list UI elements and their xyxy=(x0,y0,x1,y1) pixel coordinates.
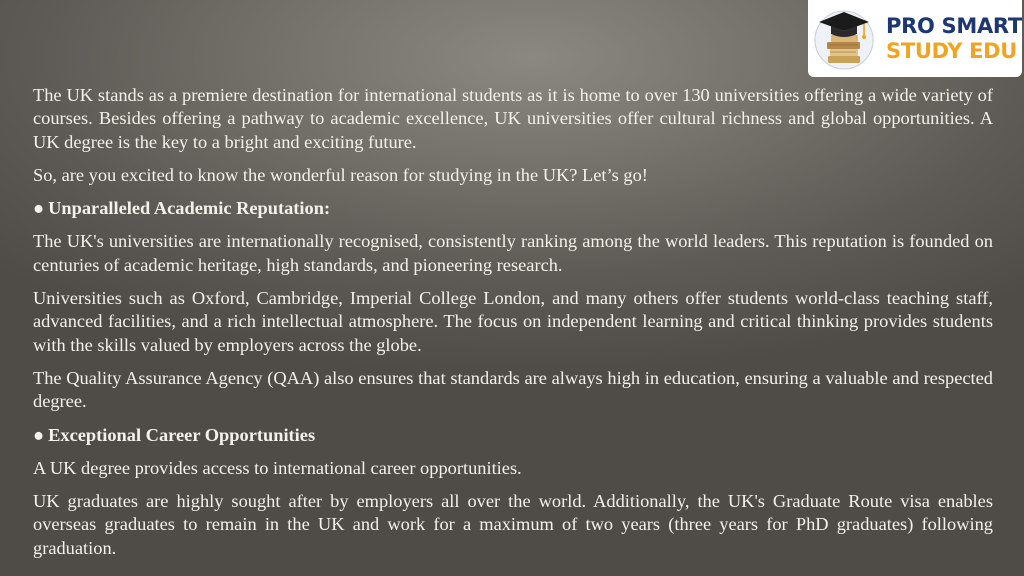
article-body xyxy=(33,84,993,570)
qaa-paragraph: The Quality Assurance Agency (QAA) also ensures that standards are always high in education, ensuring a valuable and respected degree. xyxy=(33,367,993,412)
intro-paragraph: The UK stands as a premiere destination for international students as it is home to over 130 universities offering a wide variety of courses. Besides offering a pathway to academic excellence, UK universities offer cultural richness and global opportunities. A UK degree is the key to a bright and exciting future. xyxy=(33,85,993,152)
graduate-route-paragraph: UK graduates are highly sought after by employers all over the world. Additionally, the UK's Graduate Route visa enables overseas graduates to remain in the UK and work for a maximum of two years (three years for PhD graduates) following graduation. xyxy=(33,491,993,558)
heading-text: Exceptional Career Opportunities xyxy=(48,424,316,445)
brand-name xyxy=(886,14,1022,64)
reputation-paragraph: The UK's universities are internationally recognised, consistently ranking among the world leaders. This reputation is founded on centuries of academic heritage, high standards, and pioneering research. xyxy=(33,231,993,275)
career-access-paragraph: A UK degree provides access to international career opportunities. xyxy=(33,457,522,478)
graduation-cap-books-icon xyxy=(814,4,874,74)
universities-paragraph: Universities such as Oxford, Cambridge, Imperial College London, and many others offer students world-class teaching staff, advanced facilities, and a rich intellectual atmosphere. The focus on independent learning and critical thinking provides students with the skills valued by employers across the globe. xyxy=(33,288,993,355)
brand-logo xyxy=(808,0,1022,77)
brand-name-line2: STUDY EDU xyxy=(886,38,1018,63)
brand-name-line1: PRO SMART xyxy=(886,13,1022,38)
section-heading-career-opportunities xyxy=(33,424,993,447)
bullet-icon: ● xyxy=(33,198,45,219)
section-heading-academic-reputation xyxy=(33,197,993,220)
heading-text: Unparalleled Academic Reputation: xyxy=(48,198,331,219)
question-paragraph: So, are you excited to know the wonderful reason for studying in the UK? Let’s go! xyxy=(33,164,648,185)
bullet-icon: ● xyxy=(33,424,45,445)
